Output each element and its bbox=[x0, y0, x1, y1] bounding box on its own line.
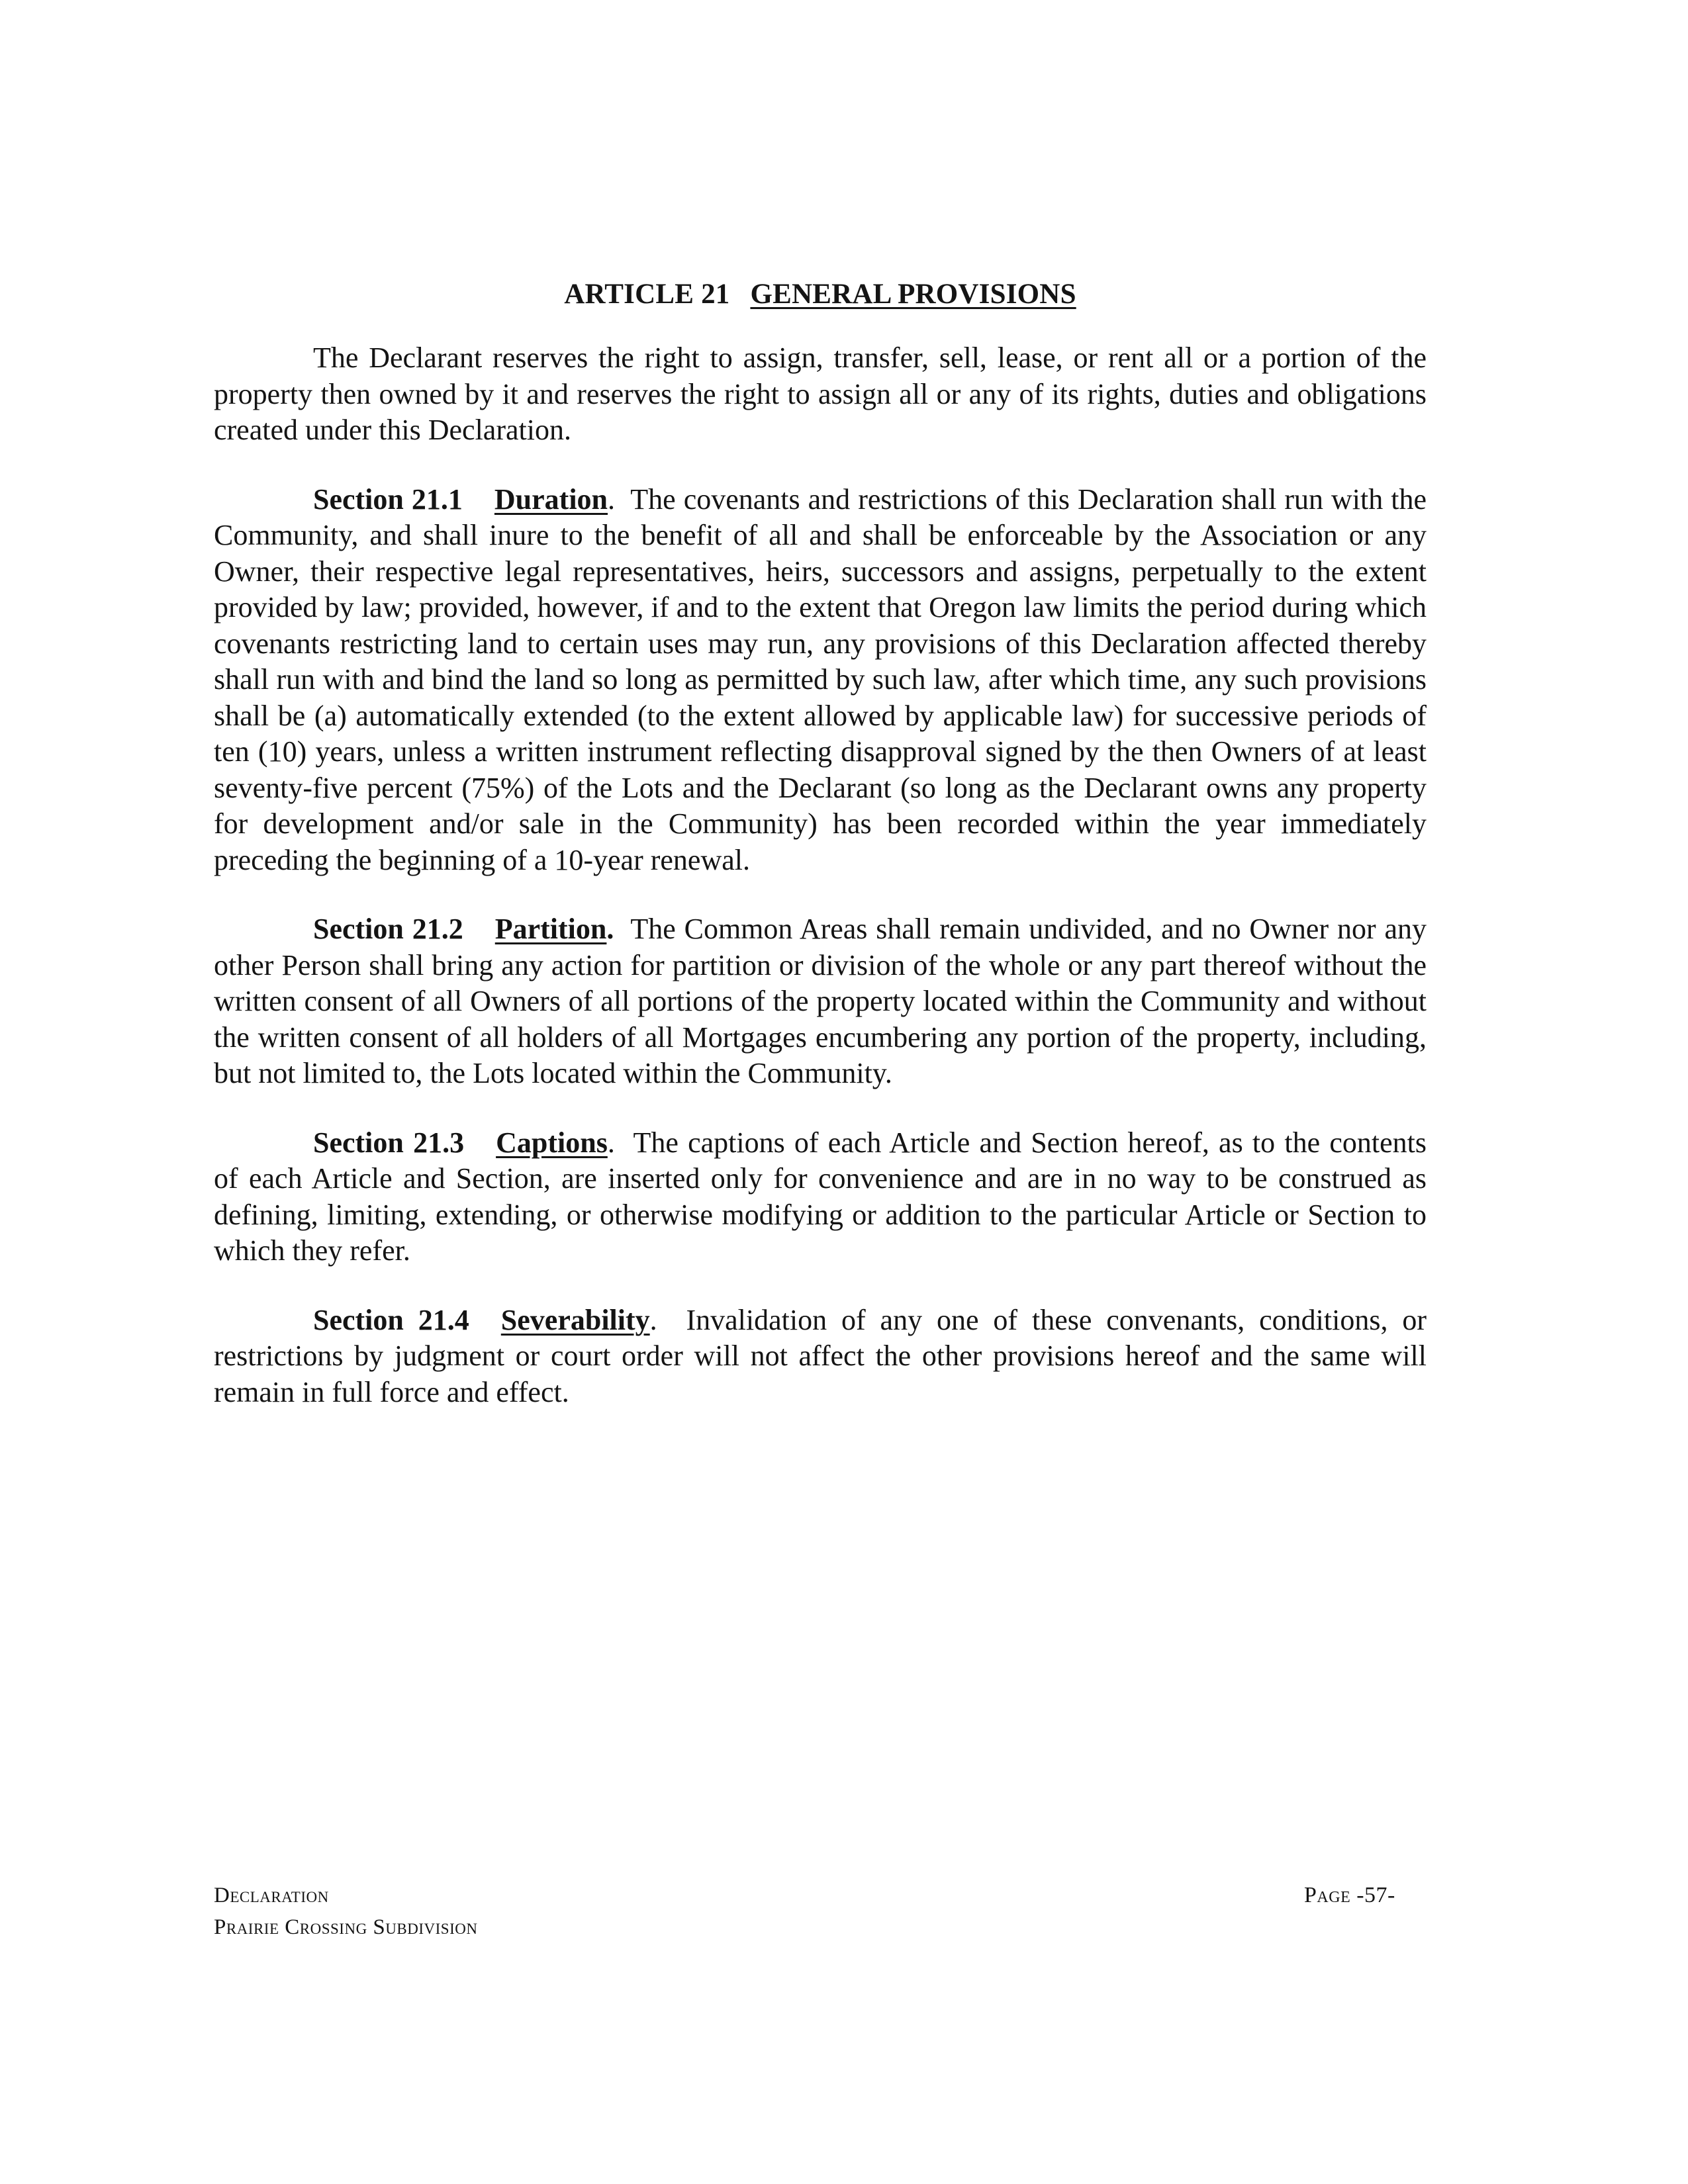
section-body: The Common Areas shall remain undivided, and no Owner nor any other Person shall bring any action for partition or division of the whole or any part thereof without the written consent of all Owners of all portions of the property located within the Community and without the written consent of all holders of all Mortgages encumbering any portion of the property, including, but not limited to, the Lots located within the Community. bbox=[214, 913, 1427, 1089]
section-number: Section 21.1 bbox=[313, 482, 463, 516]
footer-line-2: Prairie Crossing Subdivision bbox=[214, 1915, 478, 1939]
section-number: Section 21.3 bbox=[313, 1126, 465, 1159]
section-title: Duration bbox=[494, 482, 608, 516]
article-heading bbox=[214, 277, 1427, 312]
page-number: Page -57- bbox=[1304, 1883, 1395, 1907]
article-number: ARTICLE 21 bbox=[564, 279, 730, 310]
section-21-1 bbox=[214, 482, 1427, 879]
section-title: Captions bbox=[496, 1126, 608, 1159]
footer-line-1: Declaration bbox=[214, 1884, 329, 1907]
section-title-punct: . bbox=[607, 1126, 615, 1159]
section-body: Invalidation of any one of these convenants, conditions, or restrictions by judgment or court order will not affect the other provisions hereof and the same will remain in full force and effect. bbox=[214, 1303, 1427, 1408]
section-21-2 bbox=[214, 911, 1427, 1092]
section-21-4 bbox=[214, 1302, 1427, 1411]
footer-document-title bbox=[214, 1880, 477, 1943]
section-number: Section 21.4 bbox=[313, 1303, 469, 1336]
section-number: Section 21.2 bbox=[313, 913, 463, 945]
document-body bbox=[214, 277, 1427, 1443]
section-title: Partition bbox=[494, 913, 607, 945]
section-21-3 bbox=[214, 1125, 1427, 1269]
section-title-punct: . bbox=[608, 482, 616, 516]
section-body: The covenants and restrictions of this Declaration shall run with the Community, and shall inure to the benefit of all and shall be enforceable by the Association or any Owner, their respective legal representatives, heirs, successors and assigns, perpetually to the extent provided by law; provided, however, if and to the extent that Oregon law limits the period during which covenants restricting land to certain uses may run, any provisions of this Declaration affected thereby shall run with and bind the land so long as permitted by such law, after which time, any such provisions shall be (a) automatically extended (to the extent allowed by applicable law) for successive periods of ten (10) years, unless a written instrument reflecting disapproval signed by the then Owners of at least seventy-five percent (75%) of the Lots and the Declarant (so long as the Declarant owns any property for development and/or sale in the Community) has been recorded within the year immediately preceding the beginning of a 10-year renewal. bbox=[214, 482, 1427, 876]
intro-text: The Declarant reserves the right to assign, transfer, sell, lease, or rent all or a portion of the property then owned by it and reserves the right to assign all or any of its rights, duties and obligations created under this Declaration. bbox=[214, 341, 1427, 446]
section-body: The captions of each Article and Section hereof, as to the contents of each Article and Section, are inserted only for convenience and are in no way to be construed as defining, limiting, extending, or otherwise modifying or addition to the particular Article or Section to which they refer. bbox=[214, 1126, 1427, 1267]
section-title-punct: . bbox=[649, 1303, 657, 1336]
section-title: Severability bbox=[500, 1303, 650, 1336]
section-title-punct: . bbox=[606, 913, 614, 945]
article-title: GENERAL PROVISIONS bbox=[750, 279, 1076, 310]
intro-paragraph bbox=[214, 340, 1427, 449]
